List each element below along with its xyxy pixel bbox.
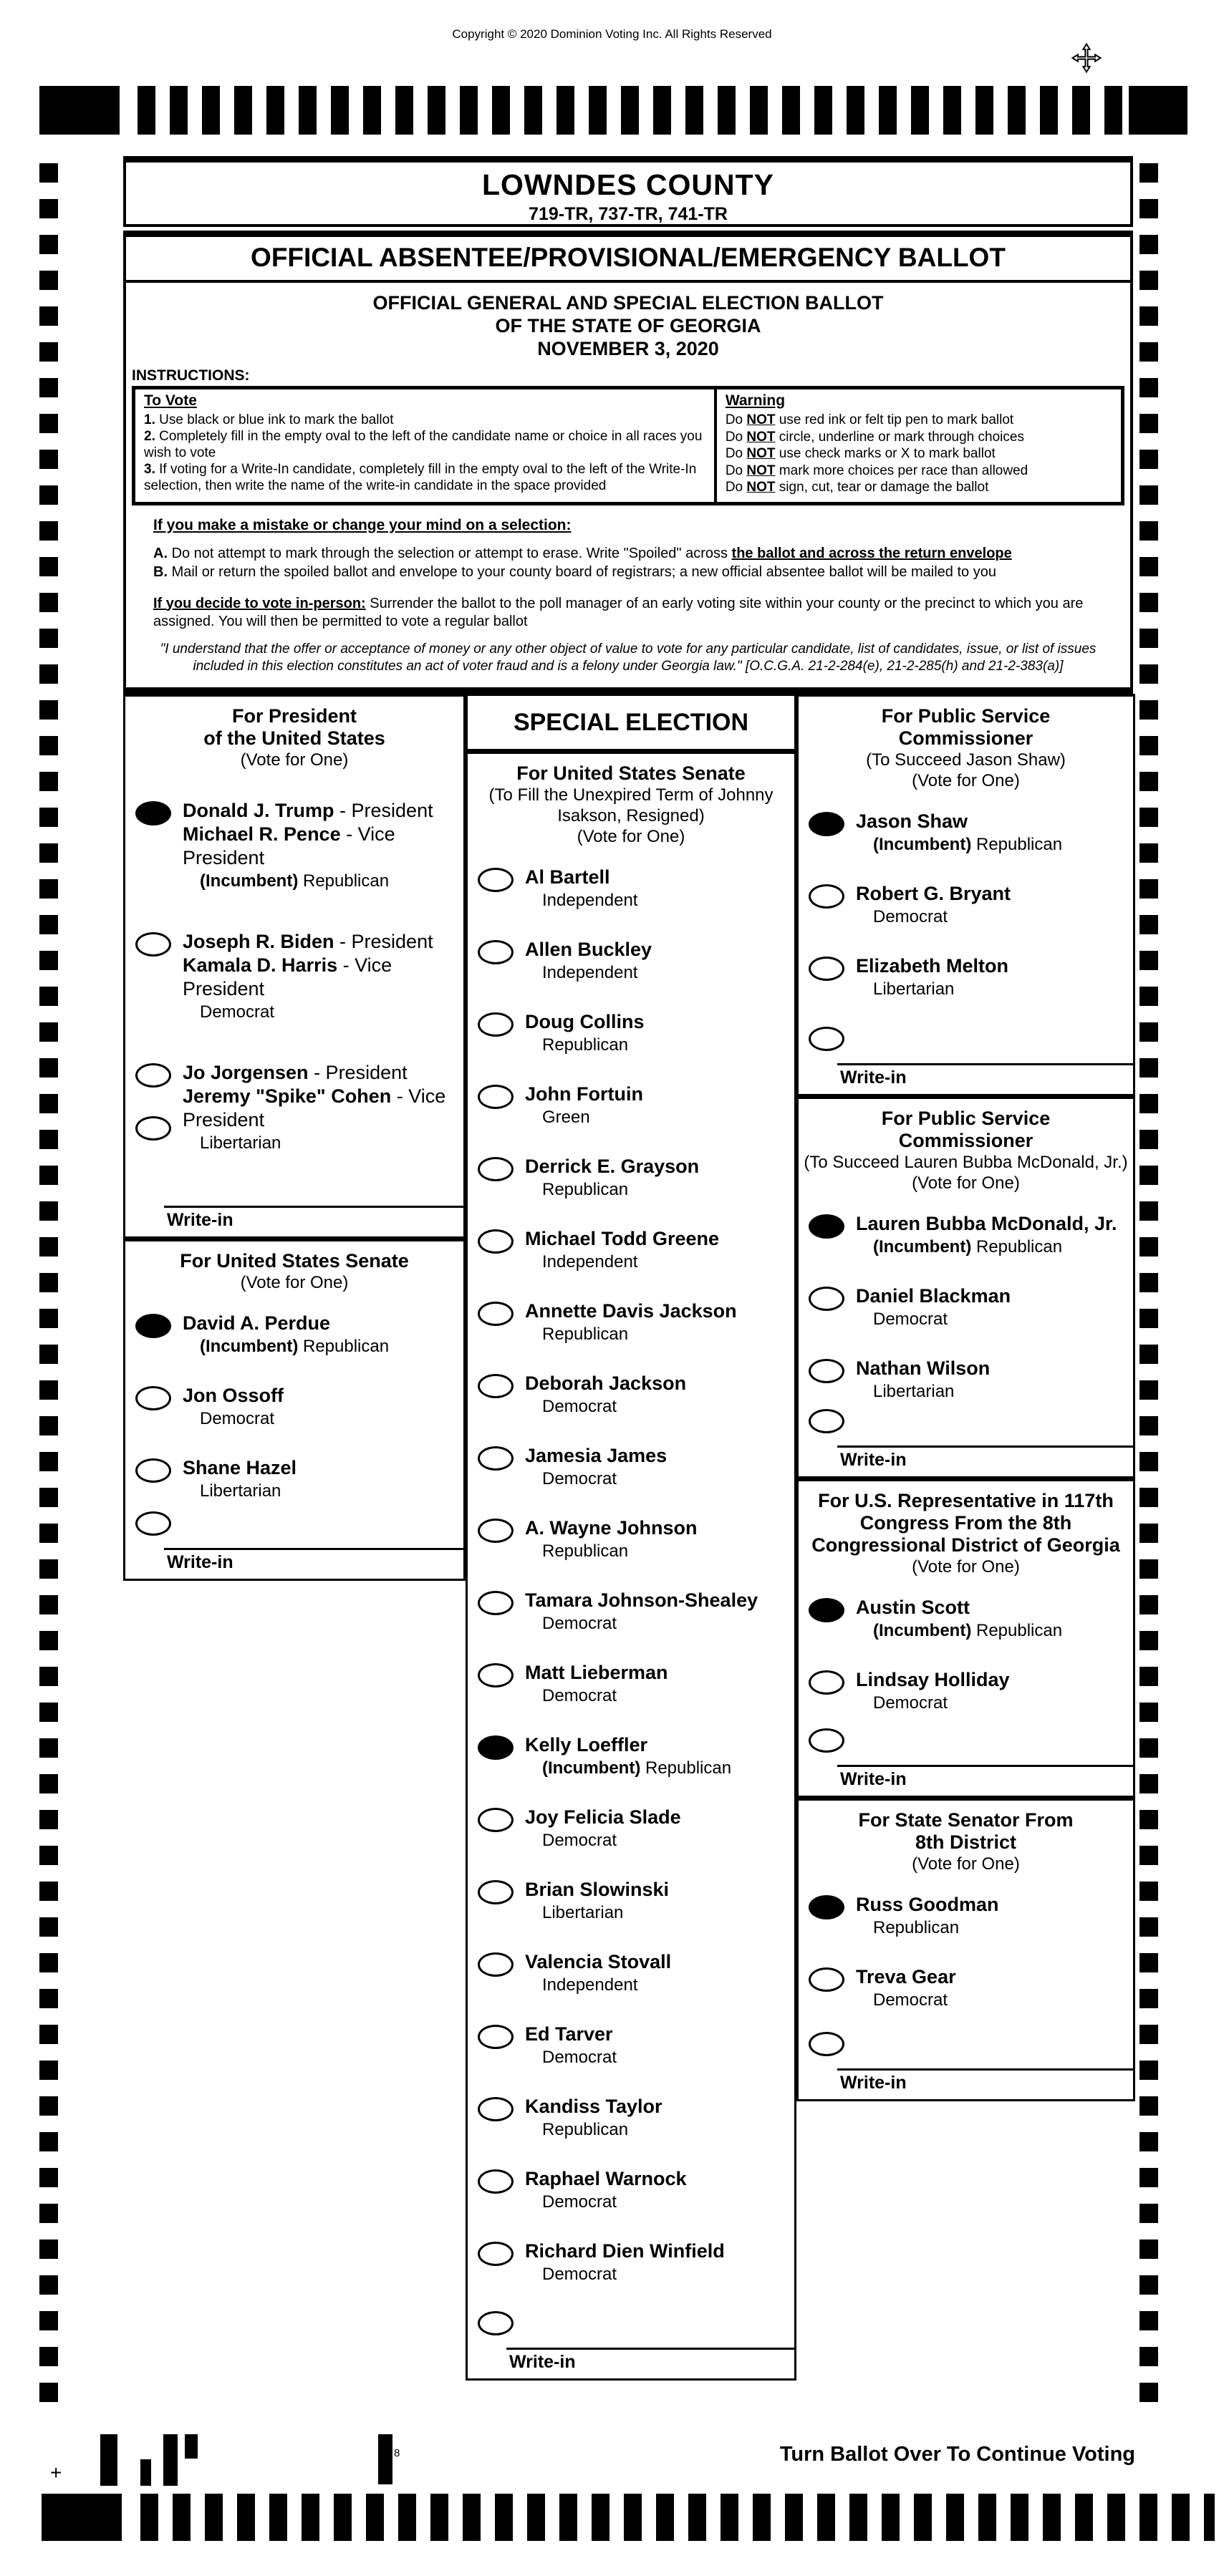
oval-richard-dien-winfield[interactable] <box>478 2242 514 2266</box>
copyright-text: Copyright © 2020 Dominion Voting Inc. All Rights Reserved <box>452 27 772 41</box>
candidate-row <box>809 1212 1129 1257</box>
contest-note: (To Succeed Jason Shaw) <box>866 750 1066 770</box>
candidate-name: Joseph R. Biden - President <box>183 931 433 952</box>
candidate-party: Libertarian <box>873 979 955 999</box>
oval-russ-goodman[interactable] <box>809 1895 844 1919</box>
candidate-party: Democrat <box>542 1686 617 1705</box>
candidate-name: Jamesia James <box>525 1445 668 1466</box>
election-title-line: OFFICIAL GENERAL AND SPECIAL ELECTION BALLOT <box>372 292 884 314</box>
candidate-name: Joy Felicia Slade <box>525 1806 681 1828</box>
contest-title: 8th District <box>915 1831 1017 1853</box>
candidate-name: Nathan Wilson <box>856 1357 991 1379</box>
candidate-info <box>525 1733 731 1778</box>
timing-block-bottom-left <box>42 2494 122 2541</box>
candidate-row <box>478 2095 790 2140</box>
write-in-area <box>135 1114 463 1234</box>
candidate-row <box>478 2167 790 2212</box>
instructions-box <box>132 386 1124 505</box>
election-date: NOVEMBER 3, 2020 <box>537 338 719 359</box>
candidate-row <box>478 2240 790 2285</box>
candidate-party: Democrat <box>873 1990 948 2010</box>
candidate-row <box>478 2023 790 2068</box>
contest-psc-mcdonald <box>796 1096 1135 1478</box>
oval-elizabeth-melton[interactable] <box>809 957 844 981</box>
candidate-name: Brian Slowinski <box>525 1879 670 1900</box>
contest-us-senate-special <box>466 751 796 2381</box>
oval-matt-lieberman[interactable] <box>478 1663 514 1688</box>
candidate-party: Republican <box>873 1918 960 1937</box>
oval-deborah-jackson[interactable] <box>478 1374 514 1398</box>
special-election-banner: SPECIAL ELECTION <box>466 694 796 751</box>
election-title-line: OF THE STATE OF GEORGIA <box>495 315 761 336</box>
candidate-info <box>856 1965 956 2010</box>
oval-john-fortuin[interactable] <box>478 1085 514 1109</box>
timing-mark-row-bottom <box>140 2494 1215 2541</box>
candidate-info <box>856 1893 999 1938</box>
oval-austin-scott[interactable] <box>809 1598 844 1622</box>
candidate-row <box>809 1596 1129 1641</box>
contest-title: For President <box>231 705 357 727</box>
candidate-name: Valencia Stovall <box>525 1951 672 1972</box>
candidate-party: Independent <box>542 891 638 910</box>
candidate-info <box>856 810 1062 855</box>
mistake-section <box>153 517 1120 581</box>
candidate-row <box>478 1372 790 1417</box>
timing-mark-row-top <box>138 86 1126 135</box>
write-in-label: Write-in <box>840 1450 907 1470</box>
candidate-party: Democrat <box>542 1831 617 1850</box>
warning-item: Do NOT use check marks or X to mark ballot <box>725 446 996 461</box>
candidate-row <box>478 1950 790 1995</box>
candidate-row <box>809 1668 1129 1713</box>
candidate-name: Michael Todd Greene <box>525 1228 720 1249</box>
contest-us-senate <box>123 1239 466 1581</box>
item-b-label: B. <box>153 563 168 580</box>
contest-title: of the United States <box>203 727 385 749</box>
candidate-name: Richard Dien Winfield <box>525 2240 725 2262</box>
mistake-item-b <box>153 564 1120 581</box>
candidate-info <box>525 1083 643 1128</box>
candidate-name: Kamala D. Harris - Vice President <box>183 954 392 999</box>
candidate-row <box>478 938 790 983</box>
contest-title: For United States Senate <box>516 762 746 784</box>
candidate-info <box>856 1596 1062 1641</box>
oval-jamesia-james[interactable] <box>478 1446 514 1471</box>
candidate-row <box>478 1733 790 1778</box>
vote-for-note: (Vote for One) <box>912 1854 1020 1874</box>
barcode-bar <box>185 2434 198 2459</box>
candidate-info <box>183 1384 284 1429</box>
edge-timing-strip-left <box>39 163 58 2404</box>
candidate-party: Independent <box>542 1975 638 1995</box>
fraud-statement: "I understand that the offer or acceptance of money or any other object of value to vote for any particular candidate, list of candidates, issue, or list of issues included in this election constitutes an act of voter fraud and is a felony under Georgia law." [O.C.G.A. 21-2-284(e), 21-2-285(h) and 21-2-383(a)] <box>160 641 1097 674</box>
candidate-row <box>809 1357 1129 1402</box>
candidate-info <box>856 1357 990 1402</box>
candidate-party: Republican <box>542 1325 629 1344</box>
candidate-name: Robert G. Bryant <box>856 883 1011 904</box>
candidate-name: Kandiss Taylor <box>525 2096 662 2117</box>
write-in-label: Write-in <box>167 1552 233 1572</box>
oval-tamara-johnson-shealey[interactable] <box>478 1591 514 1615</box>
item-a-label: A. <box>153 545 168 561</box>
candidate-info <box>856 1668 1010 1713</box>
vote-for-note: (Vote for One) <box>577 827 685 846</box>
contest-us-rep-8 <box>796 1478 1135 1798</box>
oval-nathan-wilson[interactable] <box>809 1359 844 1383</box>
oval-jo-jorgensen[interactable] <box>135 1063 171 1088</box>
candidate-name: Austin Scott <box>856 1597 970 1618</box>
barcode-bar <box>100 2434 117 2486</box>
candidate-info <box>856 954 1008 999</box>
write-in-line <box>837 1446 1133 1448</box>
candidate-party: Libertarian <box>200 1133 281 1153</box>
vote-for-note: (Vote for One) <box>912 1173 1020 1193</box>
candidate-name: Shane Hazel <box>183 1457 297 1478</box>
candidate-row <box>809 882 1129 927</box>
oval-raphael-warnock[interactable] <box>478 2169 514 2194</box>
candidate-party: Libertarian <box>873 1382 955 1401</box>
candidate-row <box>478 1589 790 1634</box>
oval-doug-collins[interactable] <box>478 1012 514 1037</box>
candidate-row <box>478 1227 790 1272</box>
in-person-label: If you decide to vote in-person: <box>153 595 366 611</box>
candidate-info <box>525 1010 644 1055</box>
contest-president <box>123 694 466 1239</box>
candidate-party: Libertarian <box>200 1481 281 1501</box>
oval-ed-tarver[interactable] <box>478 2025 514 2049</box>
candidate-row <box>478 1083 790 1128</box>
oval-write-in[interactable] <box>135 1511 171 1536</box>
column-left <box>123 694 466 1581</box>
candidate-name: Tamara Johnson-Shealey <box>525 1589 758 1611</box>
write-in-label: Write-in <box>840 1769 907 1789</box>
candidate-info <box>525 866 637 911</box>
candidate-party: Independent <box>542 1252 638 1272</box>
timing-block-top-right <box>1129 86 1187 135</box>
mistake-item-a <box>153 546 1120 562</box>
candidate-name: Doug Collins <box>525 1011 645 1032</box>
instructions-label: INSTRUCTIONS: <box>132 367 250 384</box>
candidate-info <box>525 1950 671 1995</box>
ballot-style-mark: 8 <box>394 2447 400 2459</box>
contest-title: Congressional District of Georgia <box>811 1534 1120 1556</box>
candidate-row <box>478 1806 790 1851</box>
candidate-party: Democrat <box>873 907 948 926</box>
candidate-row <box>135 1456 459 1501</box>
candidate-party: Democrat <box>542 1469 617 1488</box>
oval-valencia-stovall[interactable] <box>478 1952 514 1977</box>
candidate-party: Green <box>542 1108 590 1127</box>
edge-timing-strip-right <box>1139 163 1158 2404</box>
write-in-area <box>478 2309 794 2376</box>
candidate-row <box>478 1661 790 1706</box>
candidate-row <box>478 1516 790 1561</box>
candidate-party: Democrat <box>200 1409 275 1428</box>
contest-title: Congress From the 8th <box>859 1512 1072 1534</box>
candidate-name: Derrick E. Grayson <box>525 1156 700 1177</box>
candidate-row <box>135 799 459 891</box>
candidate-name: Treva Gear <box>856 1966 956 1987</box>
in-person-text: Surrender the ballot to the poll manager of an early voting site within your county or the precinct to which you are assigned. You will then be permitted to vote a regular ballot <box>153 595 1084 629</box>
candidate-info <box>525 2240 725 2285</box>
contest-title: For United States Senate <box>180 1250 409 1272</box>
oval-lindsay-holliday[interactable] <box>809 1670 844 1695</box>
warning-section <box>717 389 1121 502</box>
contest-psc-shaw <box>796 694 1135 1096</box>
candidate-row <box>809 1284 1129 1330</box>
candidate-row <box>809 1965 1129 2010</box>
contest-title: For U.S. Representative in 117th <box>818 1490 1114 1511</box>
candidate-info <box>525 938 652 983</box>
item-b-text: Mail or return the spoiled ballot and envelope to your county board of registrars; a new official absentee ballot will be mailed to you <box>171 563 996 580</box>
oval-shane-hazel[interactable] <box>135 1458 171 1483</box>
candidate-party: Democrat <box>542 2192 617 2212</box>
to-vote-title: To Vote <box>144 392 197 409</box>
candidate-info <box>525 1661 668 1706</box>
candidate-name: Raphael Warnock <box>525 2168 687 2189</box>
write-in-area <box>809 2030 1133 2096</box>
vote-for-note: (Vote for One) <box>912 1557 1020 1577</box>
oval-joy-felicia-slade[interactable] <box>478 1808 514 1832</box>
candidate-info <box>525 1589 758 1634</box>
candidate-party: (Incumbent) Republican <box>200 1337 390 1356</box>
write-in-label: Write-in <box>509 2352 576 2372</box>
candidate-name: Jason Shaw <box>856 810 968 832</box>
candidate-info <box>856 1212 1117 1257</box>
write-in-line <box>506 2348 794 2350</box>
vote-for-note: (Vote for One) <box>240 750 349 770</box>
write-in-area <box>809 1025 1133 1091</box>
county-name: LOWNDES COUNTY <box>481 168 775 201</box>
candidate-row <box>478 1444 790 1489</box>
candidate-name: Daniel Blackman <box>856 1285 1011 1307</box>
candidate-info <box>525 2095 662 2140</box>
item-a-emphasis: the ballot and across the return envelope <box>731 545 1012 561</box>
candidate-name: Ed Tarver <box>525 2023 613 2045</box>
to-vote-item: 3. If voting for a Write-In candidate, completely fill in the empty oval to the left of the Write-In selection, then write the name of the write-in candidate in the space provided <box>144 462 697 493</box>
candidate-info <box>525 1227 719 1272</box>
contest-title: Commissioner <box>898 727 1033 749</box>
contest-title: For Public Service <box>881 705 1051 727</box>
warning-item: Do NOT use red ink or felt tip pen to mark ballot <box>725 412 1014 427</box>
oval-robert-g-bryant[interactable] <box>809 884 844 909</box>
oval-derrick-e-grayson[interactable] <box>478 1157 514 1181</box>
candidate-row <box>809 1893 1129 1938</box>
candidate-party: Republican <box>542 1180 629 1199</box>
candidate-name: Annette Davis Jackson <box>525 1300 737 1322</box>
ballot-type-title: OFFICIAL ABSENTEE/PROVISIONAL/EMERGENCY BALLOT <box>251 243 1006 272</box>
oval-jason-shaw[interactable] <box>809 812 844 836</box>
candidate-party: Democrat <box>542 1397 617 1416</box>
warning-item: Do NOT mark more choices per race than allowed <box>725 463 1028 478</box>
warning-item: Do NOT circle, underline or mark through choices <box>725 429 1024 445</box>
candidate-row <box>478 1878 790 1923</box>
oval-joseph-r-biden[interactable] <box>135 932 171 957</box>
candidate-name: Lindsay Holliday <box>856 1669 1010 1690</box>
oval-write-in[interactable] <box>135 1116 171 1141</box>
candidate-info <box>525 1878 669 1923</box>
candidate-name: Allen Buckley <box>525 939 652 960</box>
ballot-header-box <box>123 231 1133 694</box>
oval-write-in[interactable] <box>809 2032 844 2056</box>
candidate-info <box>183 930 459 1022</box>
candidate-party: (Incumbent) Republican <box>873 835 1063 854</box>
candidate-row <box>135 1312 459 1357</box>
candidate-party: Democrat <box>542 2048 617 2067</box>
oval-treva-gear[interactable] <box>809 1967 844 1992</box>
write-in-label: Write-in <box>840 2073 907 2093</box>
candidate-party: Democrat <box>542 1614 617 1633</box>
oval-a-wayne-johnson[interactable] <box>478 1519 514 1543</box>
warning-item: Do NOT sign, cut, tear or damage the ballot <box>725 480 989 495</box>
contest-title: For State Senator From <box>858 1809 1074 1831</box>
write-in-line <box>837 1063 1133 1065</box>
write-in-area <box>135 1509 463 1576</box>
contest-note: (To Fill the Unexpired Term of Johnny <box>488 785 774 805</box>
contest-note: Isakson, Resigned) <box>557 806 705 825</box>
candidate-name: Jo Jorgensen - President <box>183 1062 408 1083</box>
candidate-row <box>478 866 790 911</box>
barcode-bar <box>163 2434 178 2486</box>
write-in-line <box>837 2068 1133 2071</box>
candidate-name: Kelly Loeffler <box>525 1734 648 1756</box>
candidate-row <box>809 810 1129 855</box>
candidate-name: Matt Lieberman <box>525 1662 668 1683</box>
vote-in-person-note <box>153 595 1117 631</box>
oval-donald-j-trump[interactable] <box>135 801 171 825</box>
oval-write-in[interactable] <box>478 2311 514 2335</box>
warning-title: Warning <box>725 392 786 409</box>
candidate-party: (Incumbent) Republican <box>873 1621 1063 1640</box>
timing-block-top-left <box>39 86 120 135</box>
candidate-name: David A. Perdue <box>183 1312 331 1334</box>
candidate-info <box>525 2167 687 2212</box>
candidate-party: Democrat <box>873 1693 948 1713</box>
candidate-row <box>135 1384 459 1429</box>
registration-cross-icon <box>1070 42 1103 74</box>
candidate-name: Michael R. Pence - Vice President <box>183 823 395 868</box>
to-vote-item: 2. Completely fill in the empty oval to the left of the candidate name or choice in all races you wish to vote <box>144 429 703 460</box>
oval-michael-todd-greene[interactable] <box>478 1229 514 1254</box>
oval-al-bartell[interactable] <box>478 868 514 892</box>
candidate-row <box>478 1155 790 1200</box>
write-in-line <box>164 1548 463 1550</box>
candidate-party: (Incumbent) Republican <box>200 871 390 891</box>
oval-allen-buckley[interactable] <box>478 940 514 964</box>
candidate-name: Lauren Bubba McDonald, Jr. <box>856 1213 1117 1234</box>
candidate-party: Libertarian <box>542 1903 624 1922</box>
candidate-name: Elizabeth Melton <box>856 955 1009 977</box>
candidate-party: Republican <box>542 1035 629 1055</box>
precinct-codes: 719-TR, 737-TR, 741-TR <box>529 204 728 224</box>
candidate-name: Deborah Jackson <box>525 1372 687 1394</box>
candidate-party: Republican <box>542 2120 629 2139</box>
oval-jon-ossoff[interactable] <box>135 1386 171 1410</box>
to-vote-items <box>144 412 705 494</box>
candidate-info <box>856 882 1011 927</box>
candidate-party: Democrat <box>873 1309 948 1329</box>
candidate-name: Jeremy "Spike" Cohen - Vice President <box>183 1085 446 1130</box>
candidate-name: Al Bartell <box>525 866 610 888</box>
candidate-info <box>525 1444 667 1489</box>
oval-write-in[interactable] <box>809 1728 844 1753</box>
candidate-info <box>183 799 459 891</box>
oval-write-in[interactable] <box>809 1027 844 1051</box>
candidate-party: Independent <box>542 963 638 982</box>
candidate-name: A. Wayne Johnson <box>525 1517 698 1539</box>
column-middle <box>466 694 796 2381</box>
candidate-row <box>478 1010 790 1055</box>
oval-kandiss-taylor[interactable] <box>478 2097 514 2121</box>
vote-for-note: (Vote for One) <box>912 771 1020 790</box>
candidate-party: Republican <box>542 1541 629 1561</box>
candidate-row <box>135 930 459 1022</box>
candidate-info <box>525 1299 737 1345</box>
contest-title: For Public Service <box>881 1108 1051 1129</box>
registration-plus-mark: + <box>50 2461 62 2484</box>
oval-lauren-bubba-mcdonald-jr[interactable] <box>809 1214 844 1239</box>
barcode-bar <box>378 2434 392 2484</box>
to-vote-section <box>135 389 717 502</box>
oval-brian-slowinski[interactable] <box>478 1880 514 1904</box>
oval-daniel-blackman[interactable] <box>809 1287 844 1311</box>
write-in-label: Write-in <box>167 1210 233 1230</box>
candidate-name: Jon Ossoff <box>183 1385 284 1406</box>
candidate-info <box>183 1456 297 1501</box>
to-vote-item: 1. Use black or blue ink to mark the ballot <box>144 412 394 427</box>
oval-annette-davis-jackson[interactable] <box>478 1302 514 1326</box>
write-in-line <box>837 1765 1133 1767</box>
candidate-party: Democrat <box>542 2265 617 2284</box>
candidate-info <box>525 1516 698 1561</box>
county-header-box <box>123 156 1133 227</box>
candidate-info <box>183 1312 389 1357</box>
candidate-row <box>478 1299 790 1345</box>
item-a-text: Do not attempt to mark through the selection or attempt to erase. Write "Spoiled" across <box>171 545 732 561</box>
oval-kelly-loeffler[interactable] <box>478 1735 514 1760</box>
candidate-info <box>856 1284 1011 1330</box>
mistake-heading: If you make a mistake or change your mind on a selection: <box>153 516 572 533</box>
write-in-label: Write-in <box>840 1067 907 1088</box>
oval-david-a-perdue[interactable] <box>135 1314 171 1338</box>
candidate-info <box>525 1806 681 1851</box>
candidate-name: John Fortuin <box>525 1083 643 1105</box>
divider <box>126 280 1130 283</box>
contest-state-senator-8 <box>796 1798 1135 2101</box>
candidate-info <box>525 1155 699 1200</box>
candidate-name: Donald J. Trump - President <box>183 800 433 821</box>
candidate-party: (Incumbent) Republican <box>873 1237 1063 1256</box>
candidate-party: (Incumbent) Republican <box>542 1758 732 1778</box>
candidate-info <box>525 2023 617 2068</box>
write-in-area <box>809 1726 1133 1793</box>
candidate-row <box>809 954 1129 999</box>
column-right <box>796 694 1135 2101</box>
candidate-info <box>525 1372 686 1417</box>
contest-title: Commissioner <box>898 1130 1033 1151</box>
candidate-party: Democrat <box>200 1002 275 1022</box>
contest-note: (To Succeed Lauren Bubba McDonald, Jr.) <box>804 1153 1128 1172</box>
write-in-area <box>809 1407 1133 1473</box>
barcode-bar <box>140 2459 151 2486</box>
oval-write-in[interactable] <box>809 1409 844 1433</box>
vote-for-note: (Vote for One) <box>240 1273 349 1292</box>
candidate-name: Russ Goodman <box>856 1894 999 1915</box>
warning-items <box>726 412 1112 496</box>
write-in-line <box>164 1206 463 1208</box>
turn-ballot-over-text: Turn Ballot Over To Continue Voting <box>779 2443 1135 2466</box>
